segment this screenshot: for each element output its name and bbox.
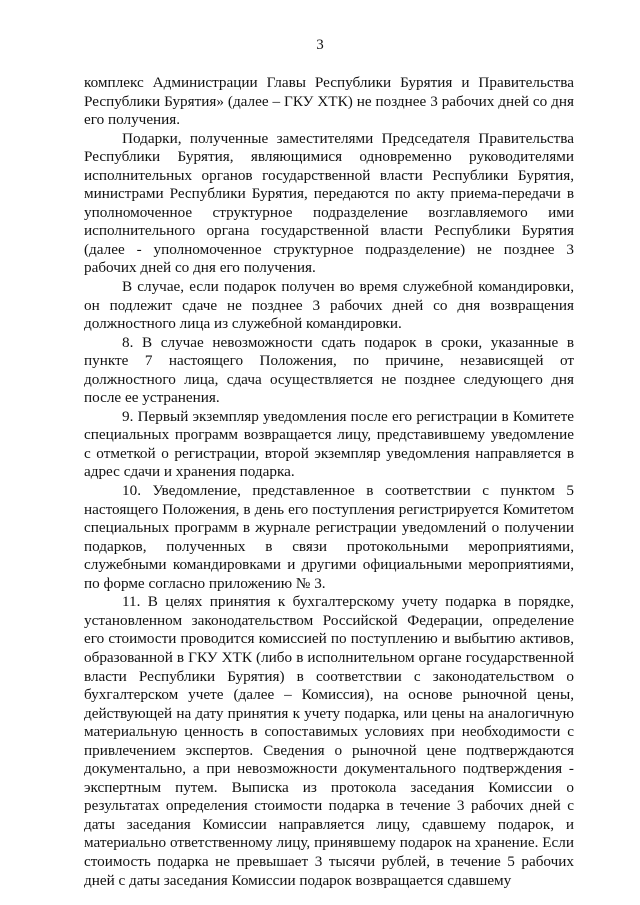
paragraph-item-8: 8. В случае невозможности сдать подарок в сроки, указанные в пункте 7 настоящего Положения, по причине, независящей от должностного лица, сдача осуществляется не позднее следующего дня после ее устранения. [84,333,574,407]
paragraph-continuation: комплекс Администрации Главы Республики Бурятия и Правительства Республики Бурятия» (далее – ГКУ ХТК) не позднее 3 рабочих дней со дня его получения. [84,74,574,129]
paragraph-deputies-gifts: Подарки, полученные заместителями Председателя Правительства Республики Бурятия, являющимися одновременно руководителями исполнительных органов государственной власти Республики Бурятия, министрами Республики Бурятия, передаются по акту приема-передачи в уполномоченное структурное подразделение возглавляемого ими исполнительного органа государственной власти Республики Бурятия (далее - уполномоченное структурное подразделение) не позднее 3 рабочих дней со дня его получения. [84,129,574,277]
paragraph-item-10: 10. Уведомление, представленное в соответствии с пунктом 5 настоящего Положения, в день его поступления регистрируется Комитетом специальных программ в журнале регистрации уведомлений о получении подарков, полученных в связи протокольными мероприятиями, служебными командировками и другими официальными мероприятиями, по форме согласно приложению № 3. [84,482,574,592]
paragraph-business-trip: В случае, если подарок получен во время служебной командировки, он подлежит сдаче не позднее 3 рабочих дней со дня возвращения должностного лица из служебной командировки. [84,278,574,333]
paragraph-item-9: 9. Первый экземпляр уведомления после его регистрации в Комитете специальных программ возвращается лицу, представившему уведомление с отметкой о регистрации, второй экземпляр уведомления направляется в адрес сдачи и хранения подарка. [84,407,574,481]
page-number: 3 [316,37,324,53]
paragraph-item-11: 11. В целях принятия к бухгалтерскому учету подарка в порядке, установленном законодательством Российской Федерации, определение его стоимости проводится комиссией по поступлению и выбытию активов, образованной в ГКУ ХТК (либо в исполнительном органе государственной власти Республики Бурятия) в соответствии с законодательством о бухгалтерском учете (далее – Комиссия), на основе рыночной цены, действующей на дату принятия к учету подарка, или цены на аналогичную материальную ценность в сопоставимых условиях при необходимости с привлечением экспертов. Сведения о рыночной цене подтверждаются документально, а при невозможности документального подтверждения - экспертным путем. Выписка из протокола заседания Комиссии о результатах определения стоимости подарка в течение 3 рабочих дней с даты заседания Комиссии направляется лицу, сдавшему подарок, и материально ответственному лицу, принявшему подарок на хранение. Если стоимость подарка не превышает 3 тысячи рублей, в течение 5 рабочих дней с даты заседания Комиссии подарок возвращается сдавшему [84,593,574,889]
document-body [84,74,574,890]
